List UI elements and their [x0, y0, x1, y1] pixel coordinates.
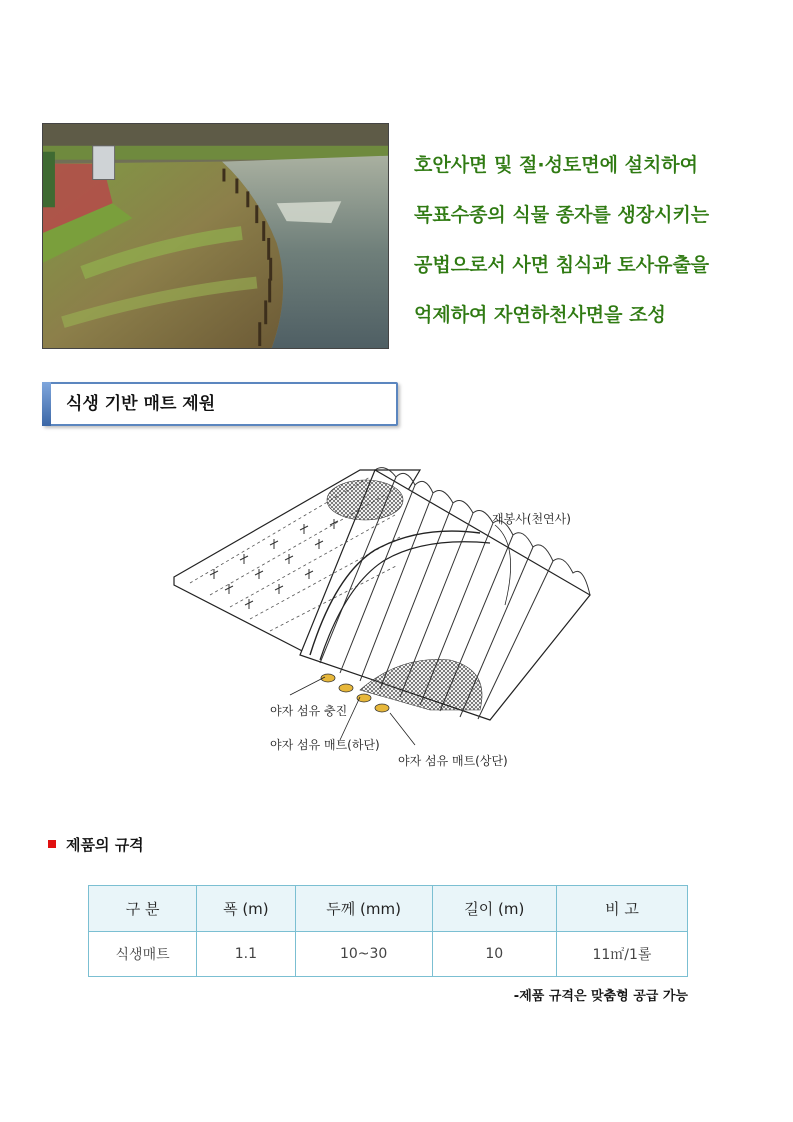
spec-note: -제품 규격은 맞춤형 공급 가능: [513, 989, 688, 1004]
diagram-label-upper-mat: 야자 섬유 매트(상단): [398, 754, 508, 768]
riverbank-photo: [42, 123, 389, 349]
table-cell: 11㎡/1롤: [556, 932, 687, 977]
spec-table-header-row: [89, 886, 688, 932]
column-header: 비 고: [556, 886, 687, 932]
description-line: 호안사면 및 절·성토면에 설치하여: [414, 154, 699, 176]
description-line: 공법으로서 사면 침식과 토사유출을: [414, 254, 710, 276]
description: [414, 140, 784, 340]
mat-structure-diagram: [160, 455, 630, 785]
table-cell: 1.1: [197, 932, 295, 977]
table-cell: 10: [432, 932, 556, 977]
spec-table: [88, 885, 688, 977]
diagram-label-fiber-fill: 야자 섬유 충진: [270, 704, 348, 718]
diagram-label-sewing-thread: 재봉사(천연사): [492, 512, 571, 526]
description-line: 억제하여 자연하천사면을 조성: [414, 304, 666, 326]
column-header: 폭 (m): [197, 886, 295, 932]
column-header: 두께 (mm): [295, 886, 432, 932]
diagram-label-lower-mat: 야자 섬유 매트(하단): [270, 738, 380, 752]
table-cell: 식생매트: [89, 932, 197, 977]
table-row: [89, 932, 688, 977]
description-line: 목표수종의 식물 종자를 생장시키는: [414, 204, 710, 226]
red-square-bullet-icon: [48, 840, 56, 848]
table-cell: 10~30: [295, 932, 432, 977]
spec-heading-text: 제품의 규격: [66, 836, 144, 854]
section-header: [42, 382, 398, 426]
section-title: 식생 기반 매트 제원: [66, 394, 216, 414]
column-header: 구 분: [89, 886, 197, 932]
spec-heading: [48, 834, 144, 855]
section-accent-bar: [42, 382, 51, 426]
column-header: 길이 (m): [432, 886, 556, 932]
